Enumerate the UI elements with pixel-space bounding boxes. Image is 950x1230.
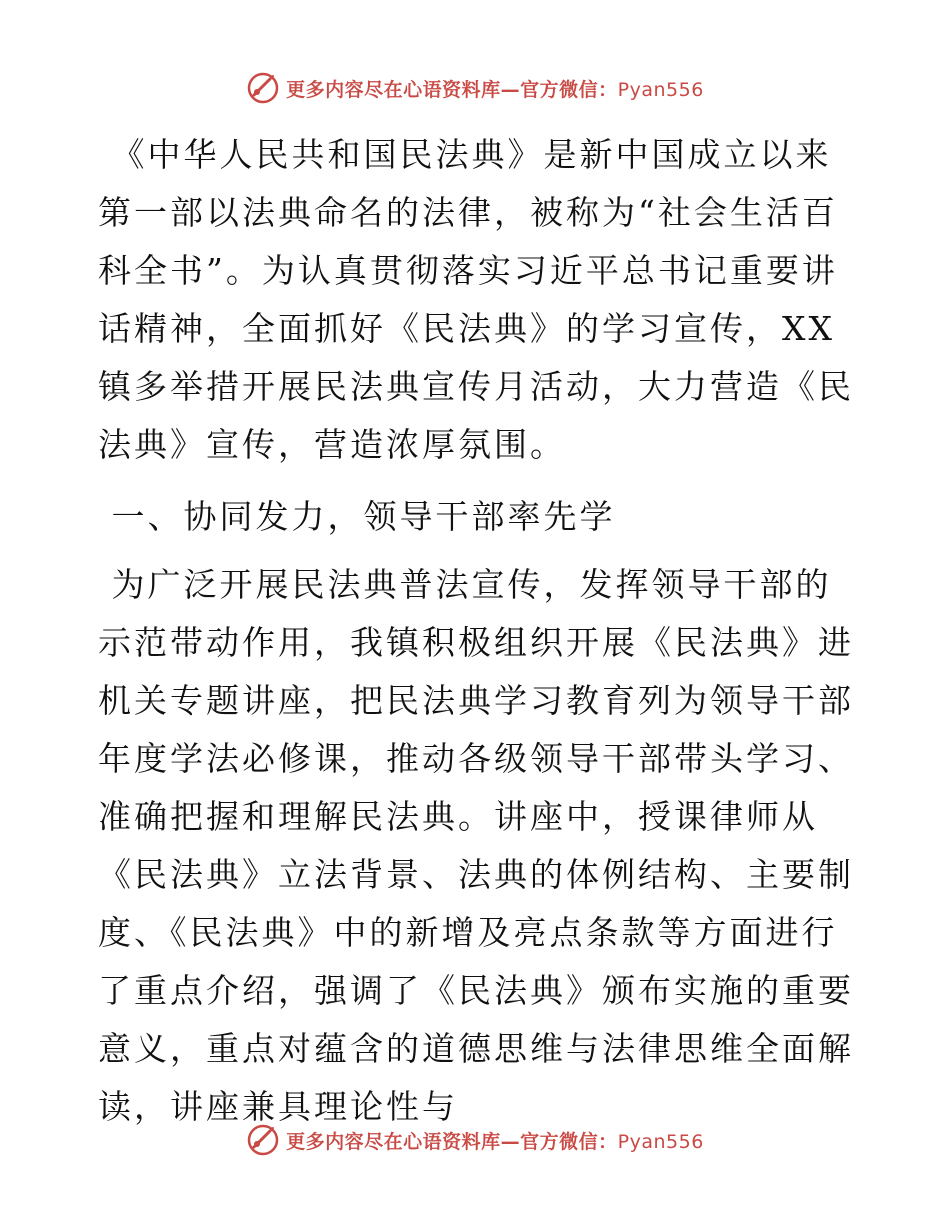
wechat-id: Pyan556 [617,1130,704,1153]
watermark-text [286,75,704,102]
watermark-label: 更多内容尽在心语资料库—官方微信： [286,1130,618,1153]
logo-icon [246,71,280,105]
paragraph-intro: 《中华人民共和国民法典》是新中国成立以来第一部以法典命名的法律，被称为“社会生活百科全书”。为认真贯彻落实习近平总书记重要讲话精神，全面抓好《民法典》的学习宣传，XX镇多举措开展民法典宣传月活动，大力营造《民法典》宣传，营造浓厚氛围。 [98,135,854,464]
section-heading-1: 一、协同发力，领导干部率先学 [98,497,616,536]
watermark-footer [0,1120,950,1160]
paragraph-section-1: 为广泛开展民法典普法宣传，发挥领导干部的示范带动作用，我镇积极组织开展《民法典》进机关专题讲座，把民法典学习教育列为领导干部年度学法必修课，推动各级领导干部带头学习、准确把握和理解民法典。讲座中，授课律师从《民法典》立法背景、法典的体例结构、主要制度、《民法典》中的新增及亮点条款等方面进行了重点介绍，强调了《民法典》颁布实施的重要意义，重点对蕴含的道德思维与法律思维全面解读，讲座兼具理论性与 [98,565,854,1126]
watermark-header [0,68,950,108]
wechat-id: Pyan556 [617,78,704,101]
watermark-text [286,1127,704,1154]
watermark-label: 更多内容尽在心语资料库—官方微信： [286,78,618,101]
logo-icon [246,1123,280,1157]
